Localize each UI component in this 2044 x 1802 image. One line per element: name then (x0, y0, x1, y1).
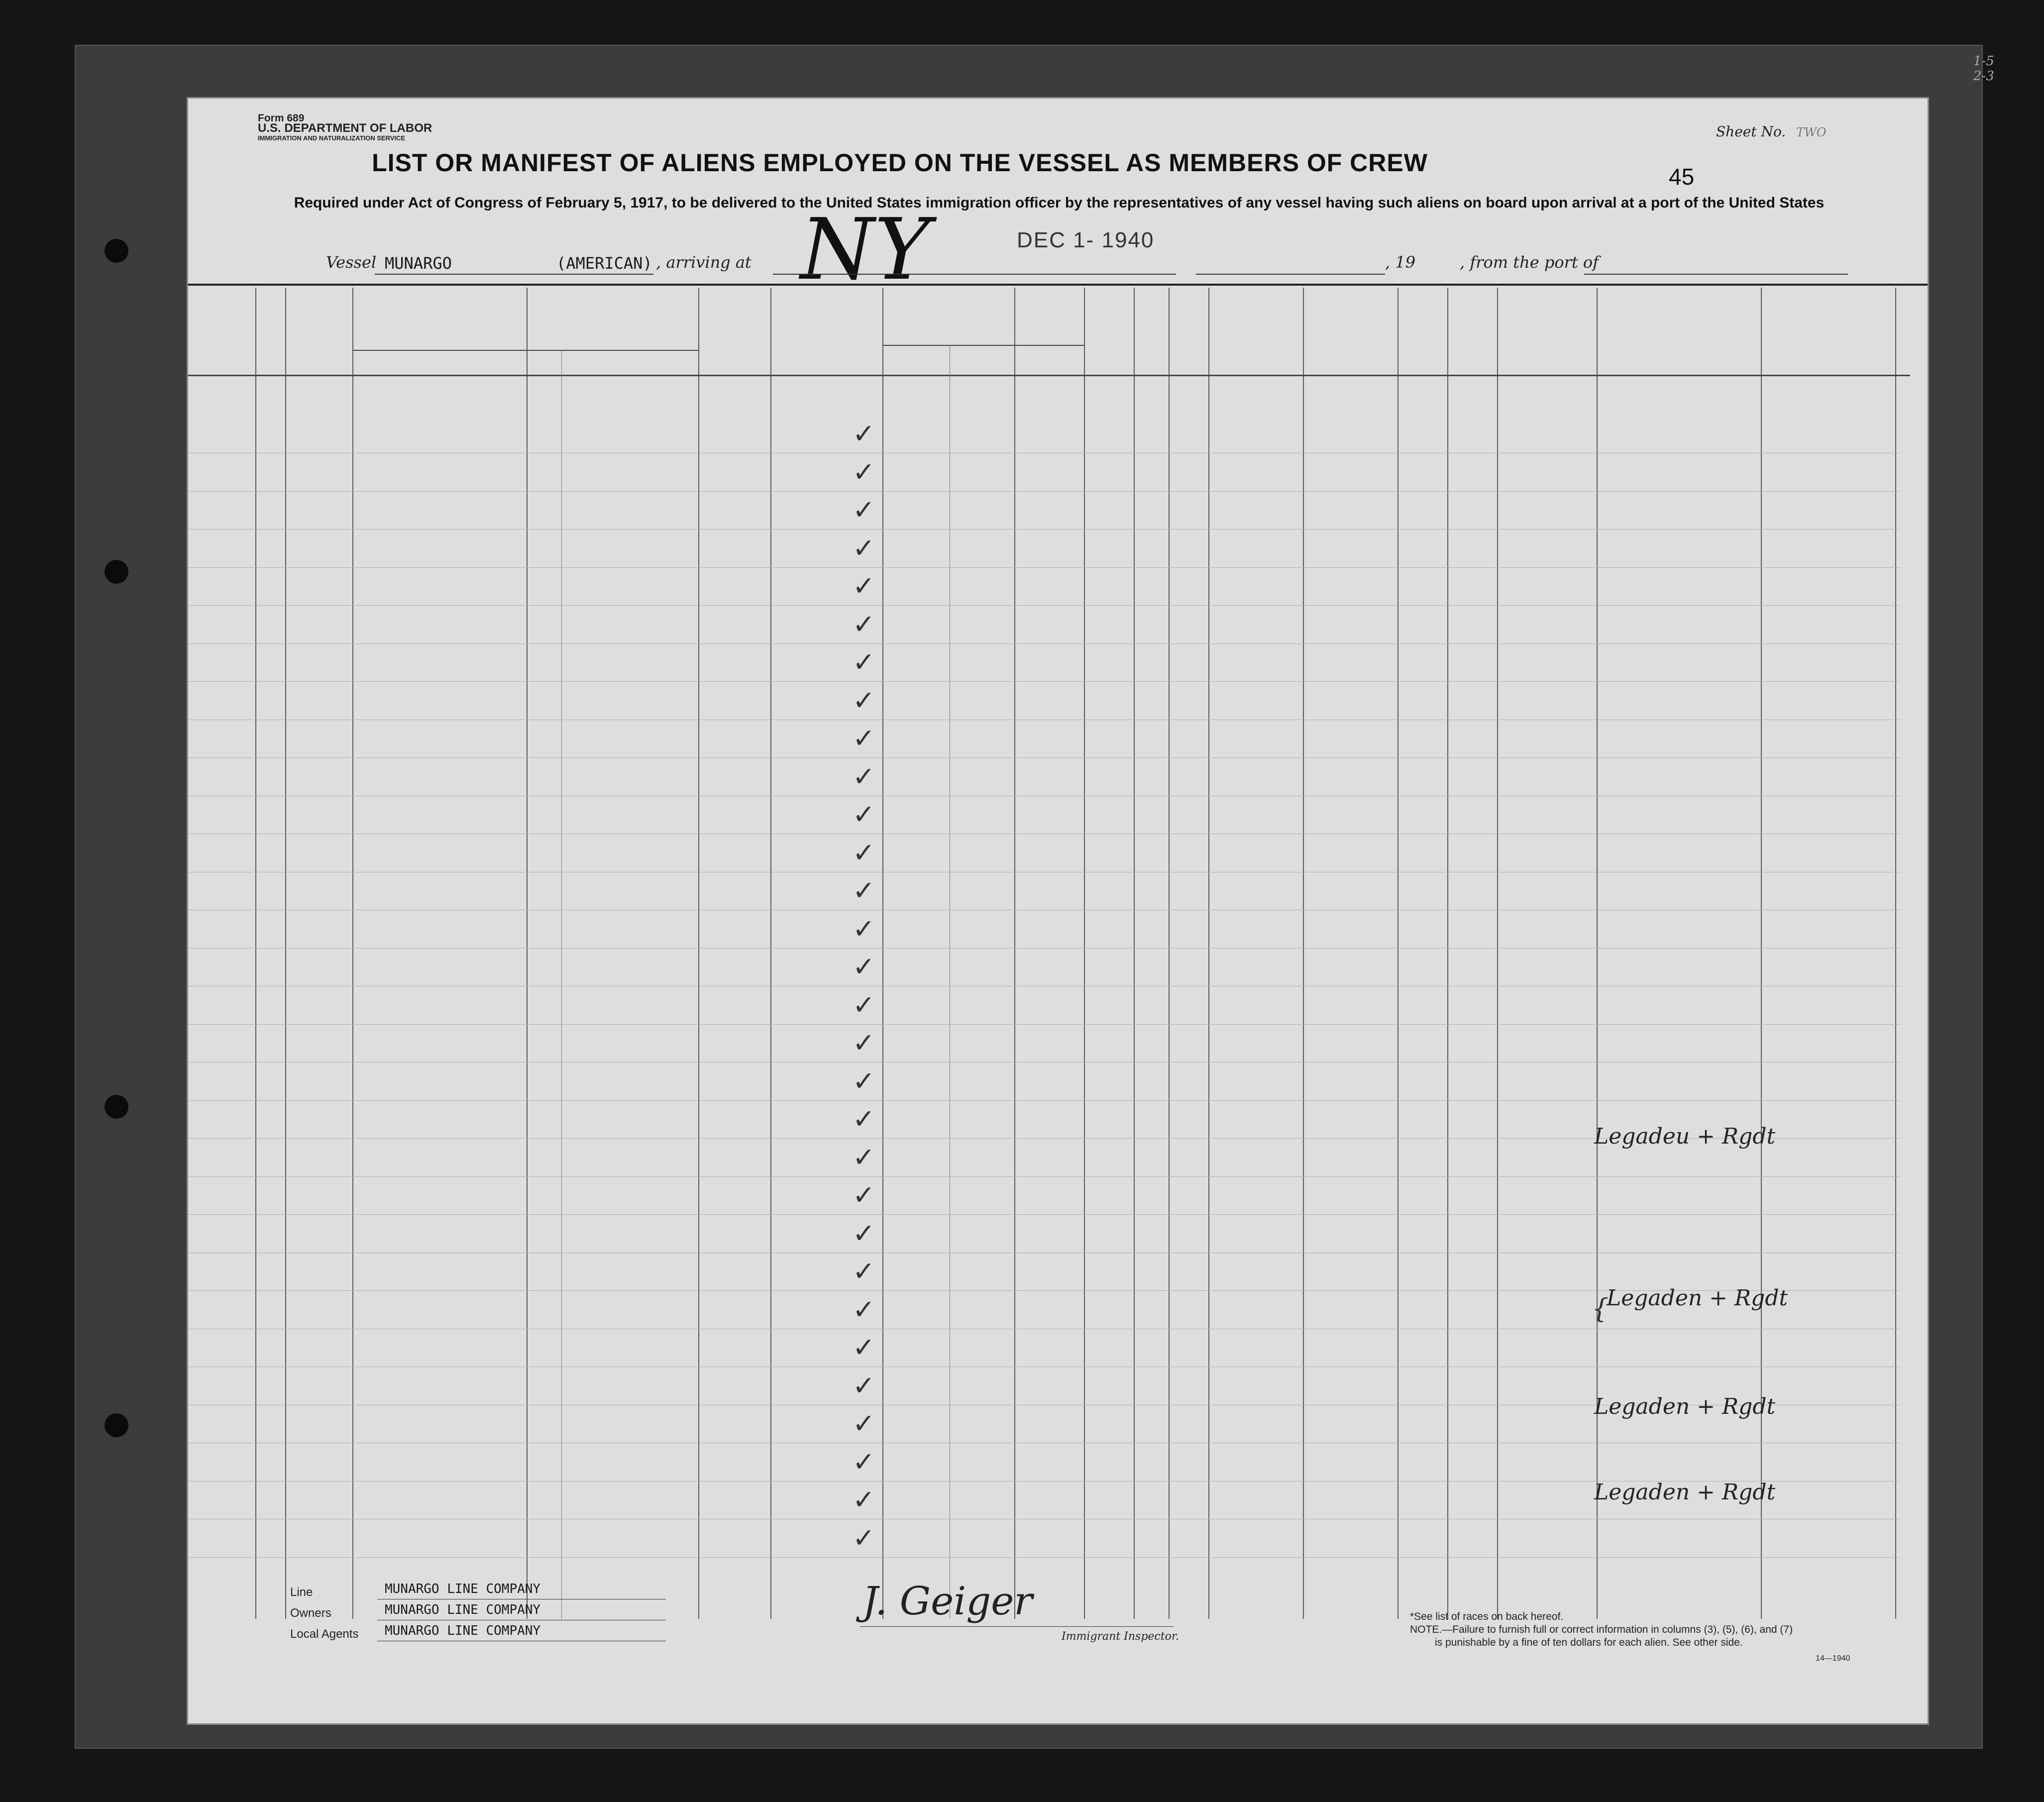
owners-value: MUNARGO LINE COMPANY (385, 1602, 541, 1617)
column-rule (1303, 288, 1304, 1619)
length-of-service-check-mark: ✓ (853, 1179, 875, 1211)
inspector-label: Immigrant Inspector. (1062, 1630, 1179, 1643)
row-rule (188, 1100, 1900, 1101)
length-of-service-check-mark: ✓ (853, 418, 875, 449)
punch-hole (105, 239, 128, 263)
document-title: LIST OR MANIFEST OF ALIENS EMPLOYED ON THE VESSEL AS MEMBERS OF CREW (372, 149, 1428, 177)
year-label: , 19 (1385, 253, 1416, 272)
length-of-service-check-mark: ✓ (853, 913, 875, 945)
document-subtitle: Required under Act of Congress of February 5, 1917, to be delivered to the United States immigration officer by the representatives of any vessel having such aliens on board upon arrival at a port of the United States (294, 195, 1825, 211)
length-of-service-check-mark: ✓ (853, 1522, 875, 1554)
length-of-service-check-mark: ✓ (853, 1446, 875, 1478)
arrival-port-handwritten: NY (800, 201, 930, 299)
punch-hole (105, 1095, 128, 1119)
column-rule (527, 288, 528, 1619)
column-rule (1497, 288, 1498, 1619)
length-of-service-check-mark: ✓ (853, 608, 875, 640)
column-rule (882, 288, 883, 1619)
row-rule (188, 491, 1900, 492)
row-rule (188, 605, 1900, 606)
length-of-service-check-mark: ✓ (853, 1370, 875, 1401)
arriving-label: , arriving at (656, 253, 752, 272)
length-of-service-check-mark: ✓ (853, 1027, 875, 1059)
length-of-service-check-mark: ✓ (853, 1065, 875, 1097)
length-of-service-check-mark: ✓ (853, 646, 875, 678)
from-port-label: , from the port of (1460, 253, 1599, 272)
header-bottom-rule (188, 375, 1910, 376)
length-of-service-check-mark: ✓ (853, 1103, 875, 1135)
column-rule (1447, 288, 1448, 1619)
column-rule (255, 288, 256, 1619)
port-underline (773, 274, 1176, 275)
length-of-service-check-mark: ✓ (853, 989, 875, 1021)
form-code: 14—1940 (1816, 1654, 1850, 1663)
length-of-service-check-mark: ✓ (853, 760, 875, 792)
column-rule (770, 288, 771, 1619)
remark-handwritten: Legaden + Rgdt (1594, 1480, 1776, 1505)
row-rule (188, 529, 1900, 530)
row-rule (188, 757, 1900, 758)
owners-label: Owners (290, 1606, 331, 1620)
length-of-service-check-mark: ✓ (853, 1408, 875, 1439)
page-number: 45 (1669, 164, 1695, 190)
length-of-service-check-mark: ✓ (853, 532, 875, 564)
shipped-subheader-rule (882, 345, 1084, 346)
length-of-service-check-mark: ✓ (853, 875, 875, 906)
column-rule (1169, 288, 1170, 1619)
length-of-service-check-mark: ✓ (853, 1141, 875, 1173)
date-underline (1196, 274, 1385, 275)
length-of-service-check-mark: ✓ (853, 570, 875, 602)
from-port-underline (1584, 274, 1848, 275)
column-rule (1398, 288, 1399, 1619)
line-value: MUNARGO LINE COMPANY (385, 1582, 541, 1596)
agents-label: Local Agents (290, 1627, 359, 1641)
remark-handwritten: Legaden + Rgdt (1607, 1285, 1788, 1311)
punch-hole (105, 1413, 128, 1437)
length-of-service-check-mark: ✓ (853, 1256, 875, 1287)
vessel-underline (375, 274, 653, 275)
row-rule (188, 681, 1900, 682)
column-rule (698, 288, 699, 1619)
header-rule-top (188, 284, 1928, 286)
row-rule (188, 1176, 1900, 1177)
column-rule (1134, 288, 1135, 1619)
row-rule (188, 1024, 1900, 1025)
remark-brace: { (1592, 1293, 1609, 1324)
vessel-flag: (AMERICAN) (556, 254, 652, 273)
name-divider-rule (561, 350, 562, 1619)
vessel-name: MUNARGO (385, 254, 452, 273)
column-rule (1208, 288, 1209, 1619)
line-label: Line (290, 1586, 313, 1599)
note-penalty-continued: is punishable by a fine of ten dollars for each alien. See other side. (1435, 1637, 1743, 1648)
length-of-service-check-mark: ✓ (853, 1293, 875, 1325)
service-name: IMMIGRATION AND NATURALIZATION SERVICE (258, 134, 406, 142)
margin-pencil-mark: 1-5 2-3 (1973, 54, 1994, 84)
column-rule (1084, 288, 1085, 1619)
length-of-service-check-mark: ✓ (853, 456, 875, 488)
form-number: Form 689 (258, 112, 305, 124)
length-of-service-check-mark: ✓ (853, 1332, 875, 1363)
manifest-page (187, 97, 1929, 1725)
signature-underline (860, 1626, 1174, 1627)
column-rule (1014, 288, 1015, 1619)
row-rule (188, 1214, 1900, 1215)
inspector-signature: J. Geiger (862, 1579, 1033, 1624)
length-of-service-check-mark: ✓ (853, 1484, 875, 1515)
length-of-service-check-mark: ✓ (853, 684, 875, 716)
row-rule (188, 567, 1900, 568)
row-rule (188, 643, 1900, 644)
agents-value: MUNARGO LINE COMPANY (385, 1623, 541, 1638)
length-of-service-check-mark: ✓ (853, 723, 875, 754)
remark-handwritten: Legadeu + Rgdt (1594, 1124, 1776, 1149)
row-rule (188, 948, 1900, 949)
note-penalty: NOTE.—Failure to furnish full or correct information in columns (3), (5), (6), and (7) (1410, 1624, 1793, 1635)
length-of-service-check-mark: ✓ (853, 837, 875, 868)
form-identification (258, 113, 432, 143)
column-rule (285, 288, 286, 1619)
column-rule (352, 288, 353, 1619)
department-name: U.S. DEPARTMENT OF LABOR (258, 121, 432, 135)
note-races: *See list of races on back hereof. (1410, 1611, 1564, 1622)
row-rule (188, 1557, 1900, 1558)
length-of-service-check-mark: ✓ (853, 1217, 875, 1249)
sheet-number-label: Sheet No. (1716, 123, 1786, 140)
sheet-number-value: TWO (1796, 125, 1827, 139)
remark-handwritten: Legaden + Rgdt (1594, 1394, 1776, 1419)
length-of-service-check-mark: ✓ (853, 494, 875, 526)
length-of-service-check-mark: ✓ (853, 799, 875, 830)
vessel-label: Vessel (326, 253, 377, 272)
length-of-service-check-mark: ✓ (853, 951, 875, 982)
sheet-number (1716, 123, 1827, 140)
name-subheader-rule (352, 350, 698, 351)
arrival-date-stamp: DEC 1- 1940 (1017, 228, 1155, 252)
punch-hole (105, 560, 128, 584)
column-rule (1895, 288, 1896, 1619)
